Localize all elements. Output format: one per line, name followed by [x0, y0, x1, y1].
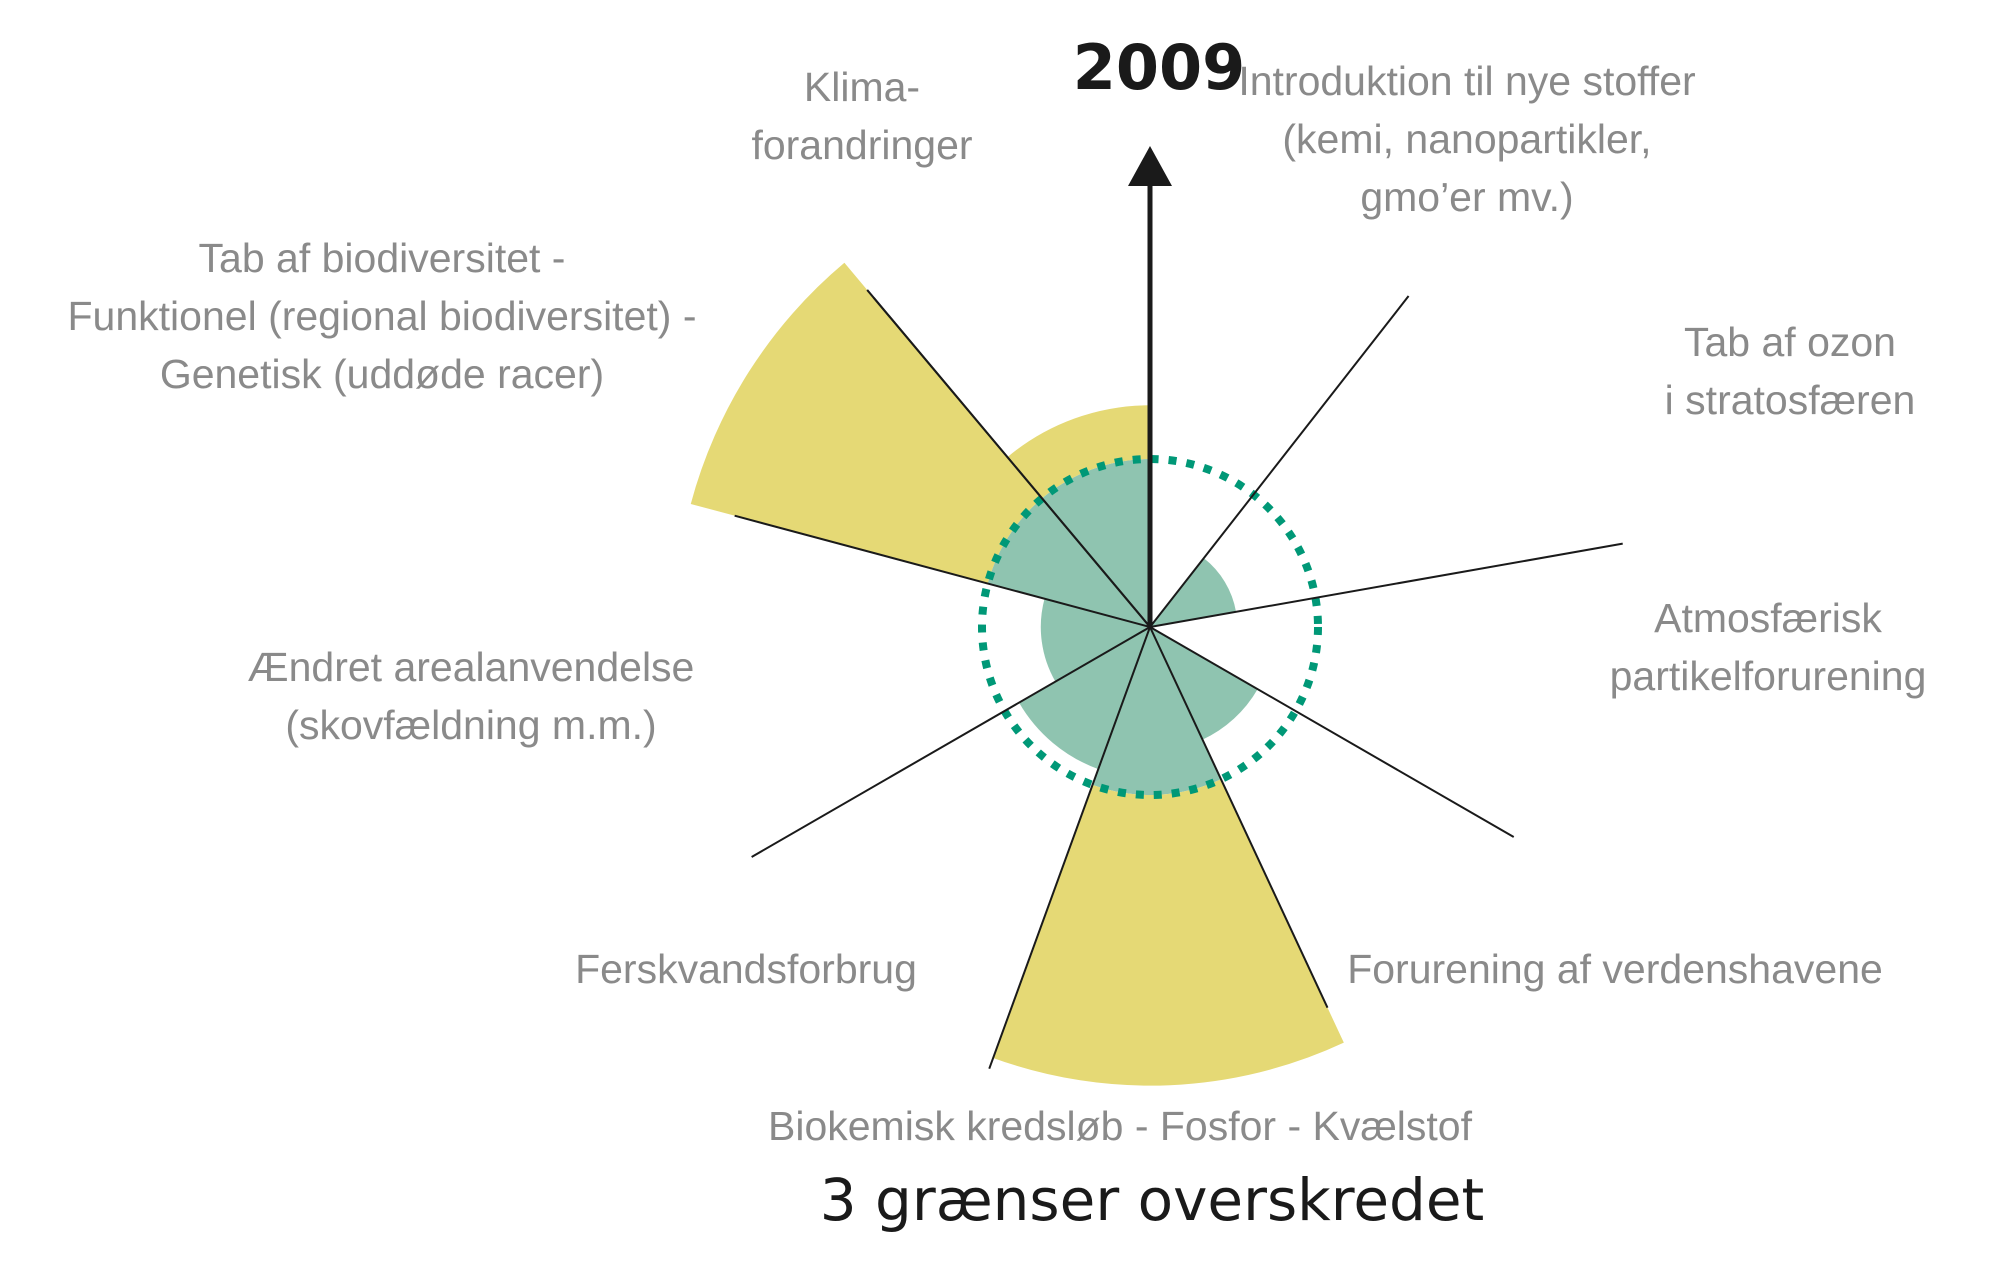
- chart-year-title: 2009: [1072, 31, 1246, 104]
- category-label-line: (skovfældning m.m.): [285, 702, 657, 748]
- category-label-line: Klima-: [803, 64, 921, 110]
- category-label-ocean: [1347, 946, 1883, 992]
- category-label-novel-entities: [1238, 58, 1695, 220]
- category-label-line: Introduktion til nye stoffer: [1238, 58, 1696, 104]
- sector-ozone: [1150, 558, 1236, 627]
- category-label-line: Genetisk (uddøde racer): [159, 351, 605, 397]
- category-label-line: gmo’er mv.): [1360, 174, 1574, 220]
- chart-caption: 3 grænser overskredet: [819, 1166, 1485, 1234]
- category-label-freshwater: [575, 946, 917, 992]
- category-label-line: Tab af ozon: [1684, 319, 1896, 365]
- sector-biodiversity-exceeded: [691, 263, 1042, 584]
- category-label-line: Atmosfærisk: [1654, 595, 1882, 641]
- category-label-line: Ændret arealanvendelse: [247, 644, 695, 690]
- category-label-line: Tab af biodiversitet -: [198, 235, 566, 281]
- category-label-land-use: [248, 644, 695, 748]
- category-label-ozone: [1665, 319, 1916, 423]
- category-label-biodiversity: [68, 235, 697, 397]
- category-label-line: Ferskvandsforbrug: [575, 946, 917, 992]
- category-label-layer: [68, 58, 1927, 1149]
- category-label-line: Forurening af verdenshavene: [1347, 946, 1883, 992]
- category-label-line: forandringer: [751, 122, 973, 168]
- category-label-line: Biokemisk kredsløb - Fosfor - Kvælstof: [768, 1103, 1472, 1149]
- category-label-line: Funktionel (regional biodiversitet) -: [67, 293, 697, 339]
- category-label-line: (kemi, nanopartikler,: [1282, 116, 1652, 162]
- category-label-line: partikelforurening: [1609, 653, 1927, 699]
- category-label-climate: [751, 64, 972, 168]
- category-label-biochemical: [768, 1103, 1473, 1149]
- sector-biochemical-exceeded: [993, 779, 1344, 1085]
- category-label-line: i stratosfæren: [1664, 377, 1916, 423]
- category-label-aerosols: [1610, 595, 1927, 699]
